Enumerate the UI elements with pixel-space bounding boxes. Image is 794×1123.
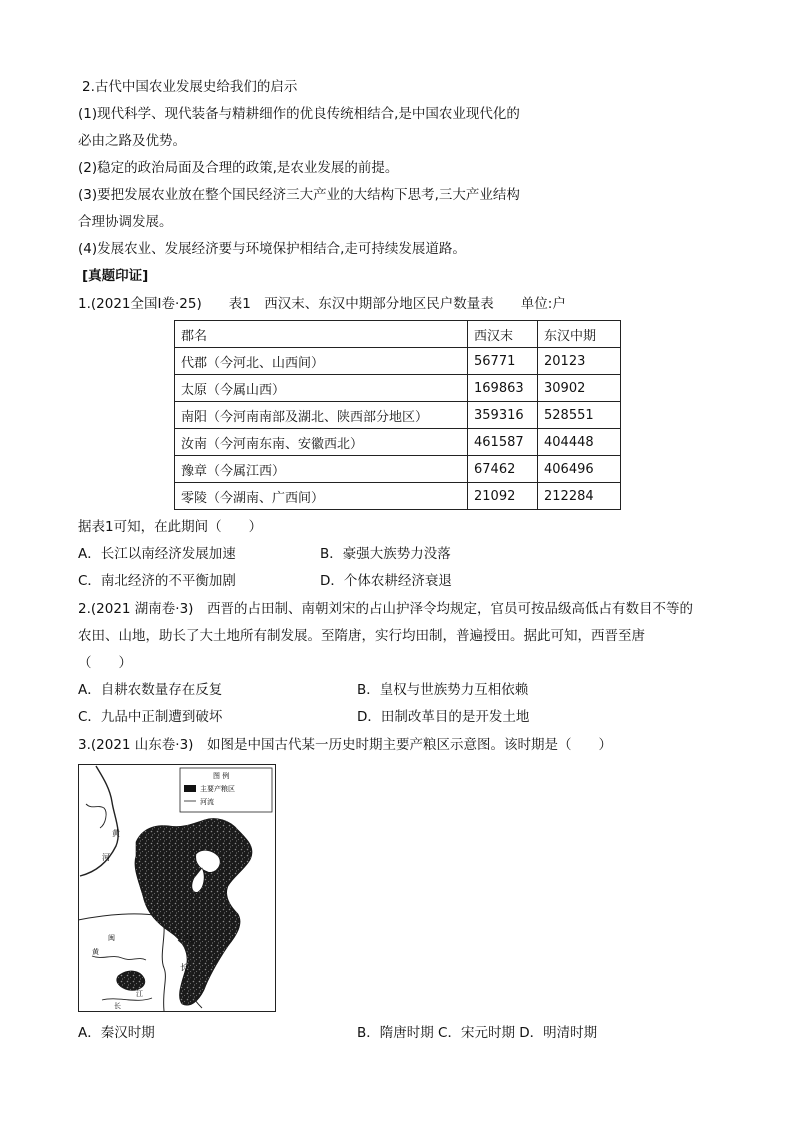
- table-header-cell: 东汉中期: [538, 321, 621, 348]
- table-cell: 212284: [538, 483, 621, 510]
- q1-option-c: C．南北经济的不平衡加剧: [78, 573, 236, 589]
- inset-label-min: 闽: [108, 934, 115, 942]
- table-cell: 30902: [538, 375, 621, 402]
- table-cell: 汝南（今河南东南、安徽西北）: [175, 429, 468, 456]
- table-cell: 南阳（今河南南部及湖北、陕西部分地区）: [175, 402, 468, 429]
- grain-region-map: [78, 764, 276, 1012]
- point-1-line-1: (1)现代科学、现代装备与精耕细作的优良传统相结合,是中国农业现代化的: [78, 106, 520, 122]
- table-row: [175, 402, 621, 429]
- label-chang: 长: [180, 963, 188, 972]
- q3-option-a: A．秦汉时期: [78, 1025, 155, 1041]
- q2-option-c: C．九品中正制遭到破坏: [78, 709, 223, 725]
- table-cell: 461587: [468, 429, 538, 456]
- point-1-line-2: 必由之路及优势。: [78, 133, 186, 149]
- q3-options-bcd: B．隋唐时期 C．宋元时期 D．明清时期: [357, 1025, 598, 1041]
- table-row: [175, 456, 621, 483]
- label-huang: 黄: [112, 829, 120, 838]
- q1-stem: 1.(2021全国Ⅰ卷·25) 表1 西汉末、东汉中期部分地区民户数量表 单位:户: [78, 296, 566, 312]
- legend-title: 图 例: [213, 772, 230, 780]
- q2-option-a: A．自耕农数量存在反复: [78, 682, 223, 698]
- table-cell: 零陵（今湖南、广西间）: [175, 483, 468, 510]
- table-cell: 太原（今属山西）: [175, 375, 468, 402]
- q2-stem-line-1: 2.(2021 湖南卷·3) 西晋的占田制、南朝刘宋的占山护泽令均规定，官员可按品级高低占有数目不等的: [78, 601, 693, 617]
- label-he: 河: [102, 853, 110, 862]
- q1-option-a: A．长江以南经济发展加速: [78, 546, 236, 562]
- table-row: [175, 483, 621, 510]
- household-table: [174, 320, 621, 510]
- q2-option-d: D．田制改革目的是开发土地: [357, 709, 530, 725]
- section-title: 2.古代中国农业发展史给我们的启示: [82, 79, 298, 95]
- table-cell: 代郡（今河北、山西间）: [175, 348, 468, 375]
- table-header-cell: 西汉末: [468, 321, 538, 348]
- table-header-cell: 郡名: [175, 321, 468, 348]
- q1-option-d: D．个体农耕经济衰退: [320, 573, 452, 589]
- table-row: [175, 429, 621, 456]
- point-3-line-2: 合理协调发展。: [78, 214, 173, 230]
- q2-option-b: B．皇权与世族势力互相依赖: [357, 682, 529, 698]
- legend-grain-swatch: [184, 785, 196, 792]
- inset-label-chang: 长: [114, 1002, 121, 1010]
- point-2: (2)稳定的政治局面及合理的政策,是农业发展的前提。: [78, 160, 399, 176]
- q1-option-b: B．豪强大族势力没落: [320, 546, 451, 562]
- q2-stem-line-3: （ ）: [78, 655, 132, 671]
- table-cell: 359316: [468, 402, 538, 429]
- label-jiang: 江: [186, 935, 194, 944]
- section-heading: [真题印证]: [82, 268, 149, 284]
- table-cell: 21092: [468, 483, 538, 510]
- table-cell: 406496: [538, 456, 621, 483]
- table-cell: 404448: [538, 429, 621, 456]
- point-4: (4)发展农业、发展经济要与环境保护相结合,走可持续发展道路。: [78, 241, 466, 257]
- table-row: [175, 348, 621, 375]
- inset-label-huang: 黄: [92, 948, 99, 956]
- point-3-line-1: (3)要把发展农业放在整个国民经济三大产业的大结构下思考,三大产业结构: [78, 187, 520, 203]
- legend-river-label: 河流: [200, 798, 214, 806]
- inset-label-jiang: 江: [136, 990, 143, 998]
- table-cell: 169863: [468, 375, 538, 402]
- table-cell: 56771: [468, 348, 538, 375]
- table-cell: 豫章（今属江西）: [175, 456, 468, 483]
- table-cell: 67462: [468, 456, 538, 483]
- table-cell: 20123: [538, 348, 621, 375]
- table-header-row: [175, 321, 621, 348]
- q3-stem: 3.(2021 山东卷·3) 如图是中国古代某一历史时期主要产粮区示意图。该时期是（ ）: [78, 737, 612, 753]
- q2-stem-line-2: 农田、山地，助长了大土地所有制发展。至隋唐，实行均田制，普遍授田。据此可知，西晋至唐: [78, 628, 645, 644]
- q1-question: 据表1可知，在此期间（ ）: [78, 519, 263, 535]
- table-cell: 528551: [538, 402, 621, 429]
- legend-grain-label: 主要产粮区: [200, 785, 235, 793]
- table-row: [175, 375, 621, 402]
